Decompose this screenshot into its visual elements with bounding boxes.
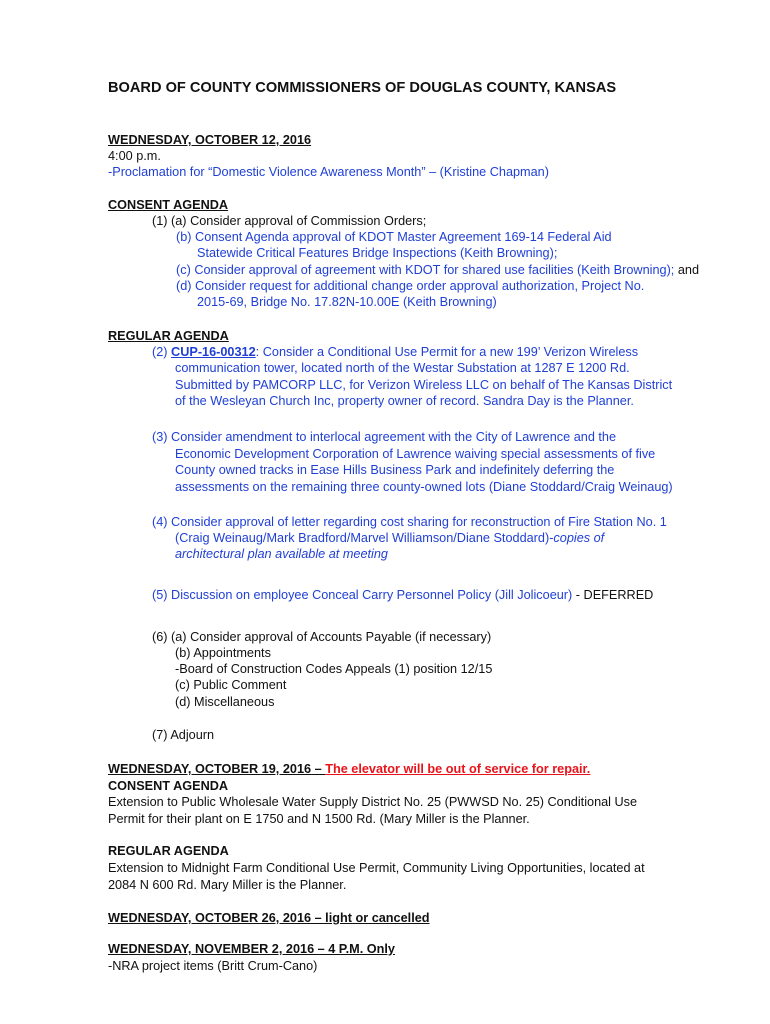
oct19-regular-item-cont: 2084 N 600 Rd. Mary Miller is the Planner. [108,878,347,892]
consent-item-d: (d) Consider request for additional change order approval authorization, Project No. [176,279,645,293]
regular-item-6-c: (c) Public Comment [175,678,287,692]
consent-item-b: (b) Consent Agenda approval of KDOT Master Agreement 169-14 Federal Aid [176,230,612,244]
regular-item-7: (7) Adjourn [152,728,215,742]
regular-item-2-line3: Submitted by PAMCORP LLC, for Verizon Wireless LLC on behalf of The Kansas District [175,378,673,392]
proclamation-item: -Proclamation for “Domestic Violence Awareness Month” – (Kristine Chapman) [108,165,549,179]
regular-item-3: (3) Consider amendment to interlocal agreement with the City of Lawrence and the [152,430,617,444]
consent-item-c: (c) Consider approval of agreement with KDOT for shared use facilities (Keith Browning); and [176,263,700,277]
oct19-consent-item-cont: Permit for their plant on E 1750 and N 1500 Rd. (Mary Miller is the Planner. [108,812,530,826]
regular-item-6-d: (d) Miscellaneous [175,695,275,709]
date-heading-oct12: WEDNESDAY, OCTOBER 12, 2016 [108,133,312,147]
regular-item-3-line2: Economic Development Corporation of Lawrence waiving special assessments of five [175,447,656,461]
regular-item-6: (6) (a) Consider approval of Accounts Payable (if necessary) [152,630,492,644]
page-title: BOARD OF COUNTY COMMISSIONERS OF DOUGLAS COUNTY, KANSAS [108,80,617,96]
regular-item-3-line4: assessments on the remaining three county-owned lots (Diane Stoddard/Craig Weinaug) [175,480,673,494]
regular-agenda-heading-oct19: REGULAR AGENDA [108,844,229,858]
cup-link[interactable]: CUP-16-00312 [171,345,256,359]
consent-agenda-heading-oct19: CONSENT AGENDA [108,779,229,793]
regular-item-4-line3: architectural plan available at meeting [175,547,388,561]
consent-item-b-cont: Statewide Critical Features Bridge Inspections (Keith Browning); [197,246,558,260]
consent-agenda-heading: CONSENT AGENDA [108,198,229,212]
regular-item-2-line2: communication tower, located north of the Westar Substation at 1287 E 1200 Rd. [175,361,630,375]
oct19-consent-item: Extension to Public Wholesale Water Supply District No. 25 (PWWSD No. 25) Conditional Use [108,795,638,809]
regular-item-5: (5) Discussion on employee Conceal Carry Personnel Policy (Jill Jolicoeur) - DEFERRED [152,588,654,602]
date-heading-nov2: WEDNESDAY, NOVEMBER 2, 2016 – 4 P.M. Only [108,942,395,956]
regular-item-6-board: -Board of Construction Codes Appeals (1) position 12/15 [175,662,493,676]
regular-agenda-heading: REGULAR AGENDA [108,329,229,343]
regular-item-4-line2: (Craig Weinaug/Mark Bradford/Marvel Williamson/Diane Stoddard)-copies of [175,531,605,545]
date-heading-oct19: WEDNESDAY, OCTOBER 19, 2016 – The elevator will be out of service for repair. [108,762,591,776]
regular-item-6-b: (b) Appointments [175,646,271,660]
meeting-time: 4:00 p.m. [108,149,161,163]
regular-item-3-line3: County owned tracks in Ease Hills Business Park and indefinitely deferring the [175,463,615,477]
consent-item-a: (1) (a) Consider approval of Commission Orders; [152,214,427,228]
consent-item-d-cont: 2015-69, Bridge No. 17.82N-10.00E (Keith Browning) [197,295,497,309]
nov2-item: -NRA project items (Britt Crum-Cano) [108,959,318,973]
regular-item-2-line4: of the Wesleyan Church Inc, property owner of record. Sandra Day is the Planner. [175,394,634,408]
date-heading-oct26: WEDNESDAY, OCTOBER 26, 2016 – light or cancelled [108,911,430,925]
regular-item-2: (2) CUP-16-00312: Consider a Conditional Use Permit for a new 199’ Verizon Wireless [152,345,639,359]
oct19-regular-item: Extension to Midnight Farm Conditional Use Permit, Community Living Opportunities, located at [108,861,645,875]
elevator-notice: The elevator will be out of service for repair. [325,762,591,776]
regular-item-4: (4) Consider approval of letter regarding cost sharing for reconstruction of Fire Station No. 1 [152,515,667,529]
